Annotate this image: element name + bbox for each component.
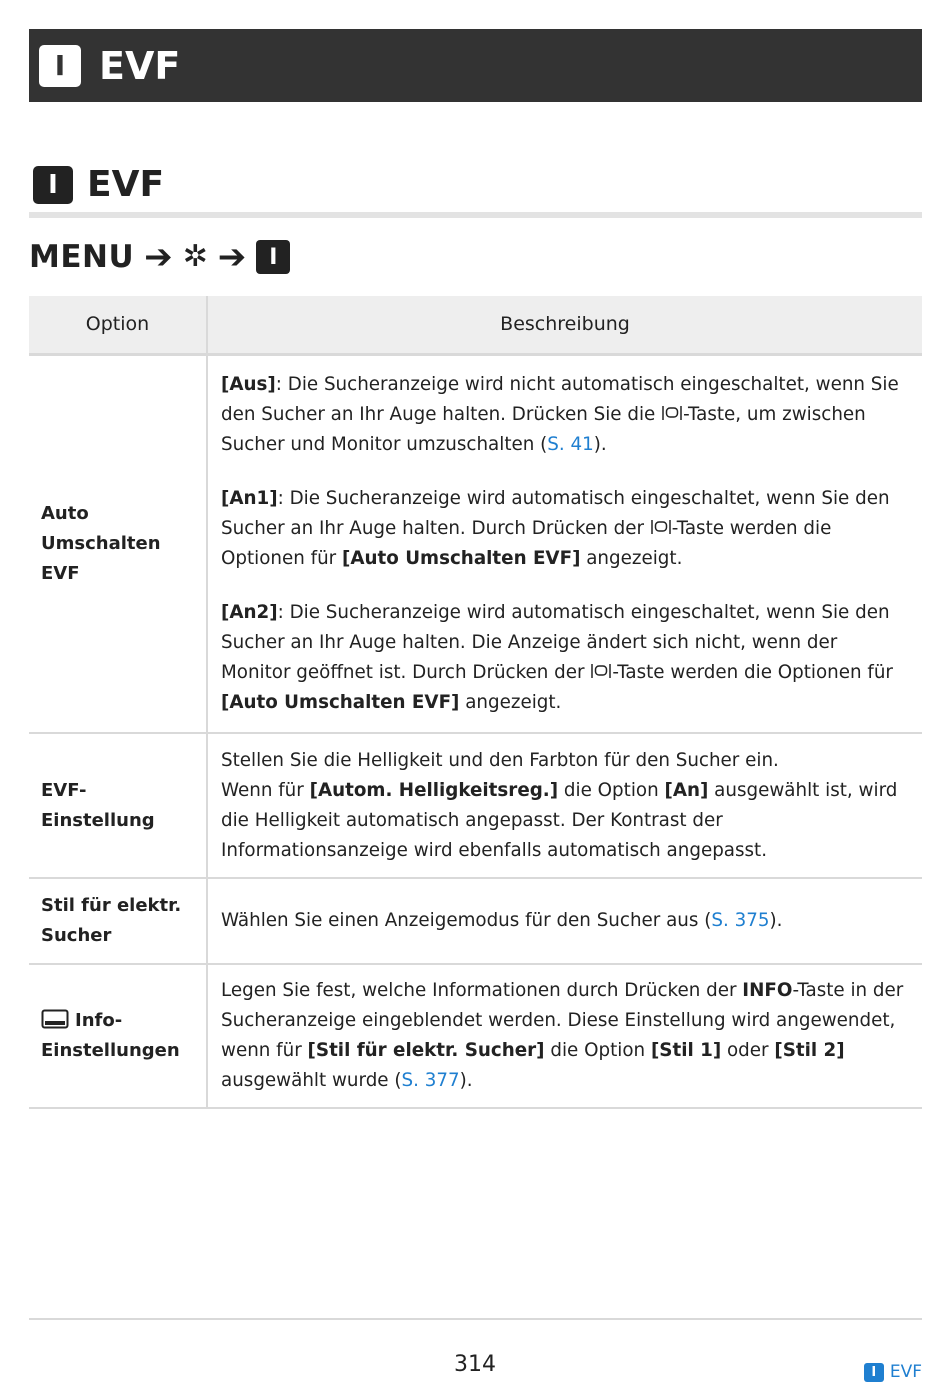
description-paragraph — [221, 484, 912, 574]
option-description — [207, 964, 922, 1108]
section-heading — [33, 164, 164, 205]
description-text: die Option — [558, 779, 665, 801]
description-text: ). — [459, 1070, 473, 1091]
description-paragraph — [221, 746, 912, 866]
viewfinder-monitor-button-icon — [650, 518, 672, 536]
value-label: [An2] — [221, 601, 278, 623]
column-header-description: Beschreibung — [207, 296, 922, 354]
column-header-option: Option — [29, 296, 207, 354]
table-row — [29, 878, 922, 964]
menu-path — [29, 236, 290, 278]
value-label: [Aus] — [221, 373, 276, 395]
gear-icon: ✲ — [182, 239, 208, 274]
description-text: -Taste werden die Optionen für — [221, 517, 832, 569]
setting-name: [Autom. Helligkeitsreg.] — [309, 779, 559, 801]
description-text: Stellen Sie die Helligkeit und den Farbton für den Sucher ein. — [221, 749, 779, 771]
description-paragraph — [221, 906, 912, 936]
page-link[interactable]: S. 41 — [547, 433, 594, 455]
chapter-badge-icon: I — [39, 45, 81, 87]
setting-name: [Auto Umschalten EVF] — [342, 547, 581, 569]
page-link[interactable]: S. 377 — [401, 1070, 460, 1091]
section-title: EVF — [87, 164, 165, 205]
section-divider — [29, 212, 922, 218]
description-paragraph — [221, 976, 912, 1096]
description-text: : Die Sucheranzeige wird nicht automatisch eingeschaltet, wenn Sie den Sucher an Ihr Auge halten. Drücken Sie die — [221, 373, 899, 425]
monitor-icon — [41, 1009, 69, 1029]
option-description — [207, 733, 922, 878]
description-text: angezeigt. — [459, 691, 562, 713]
option-name: EVF-Einstellung — [29, 733, 207, 878]
table-row — [29, 354, 922, 733]
description-text: ausgewählt wurde ( — [221, 1070, 402, 1091]
table-row — [29, 733, 922, 878]
description-text: : Die Sucheranzeige wird automatisch eingeschaltet, wenn Sie den Sucher an Ihr Auge halten. Die Anzeige ändert sich nicht, wenn der Monitor geöffnet ist. Durch Drücken der — [221, 601, 890, 683]
description-text: ausgewählt ist, wird die Helligkeit automatisch angepasst. Der Kontrast der Informationsanzeige wird ebenfalls automatisch angepasst. — [221, 779, 898, 861]
description-text: Wenn für — [221, 779, 310, 801]
description-text: ). — [769, 910, 783, 931]
option-name: Stil für elektr. Sucher — [29, 878, 207, 964]
section-badge-icon: I — [864, 1363, 884, 1382]
page-number: 314 — [454, 1352, 496, 1377]
chapter-title: EVF — [99, 43, 181, 88]
arrow-right-icon: ➔ — [217, 237, 247, 277]
description-text: die Option — [544, 1040, 651, 1061]
section-badge-icon: I — [33, 166, 73, 204]
description-text: -Taste werden die Optionen für — [612, 661, 893, 683]
footer-section-label: EVF — [889, 1362, 922, 1382]
option-label: Info-Einstellungen — [41, 1010, 180, 1061]
description-paragraph — [221, 598, 912, 718]
setting-name: [Stil für elektr. Sucher] — [307, 1040, 545, 1061]
option-description — [207, 354, 922, 733]
description-text: -Taste in der Sucheranzeige eingeblendet werden. Diese Einstellung wird angewendet, wenn für — [221, 980, 904, 1061]
viewfinder-monitor-button-icon — [661, 404, 683, 422]
table-row — [29, 964, 922, 1108]
button-name: INFO — [742, 980, 793, 1001]
option-name: Auto Umschalten EVF — [29, 354, 207, 733]
table-header-row — [29, 296, 922, 354]
option-description — [207, 878, 922, 964]
menu-label: MENU — [29, 239, 135, 275]
options-table — [29, 296, 922, 1109]
footer-divider — [29, 1318, 922, 1320]
description-text: Legen Sie fest, welche Informationen durch Drücken der — [221, 980, 743, 1001]
arrow-right-icon: ➔ — [144, 237, 173, 277]
setting-name: [Auto Umschalten EVF] — [221, 691, 460, 713]
value-label: [Stil 1] — [650, 1040, 722, 1061]
description-text: Wählen Sie einen Anzeigemodus für den Sucher aus ( — [221, 910, 712, 931]
description-text: : Die Sucheranzeige wird automatisch eingeschaltet, wenn Sie den Sucher an Ihr Auge halten. Durch Drücken der — [221, 487, 890, 539]
chapter-banner — [29, 29, 922, 102]
description-text: oder — [721, 1040, 775, 1061]
footer-section-link[interactable] — [864, 1362, 922, 1382]
page-link[interactable]: S. 375 — [711, 910, 770, 931]
viewfinder-monitor-button-icon — [590, 662, 612, 680]
option-name — [29, 964, 207, 1108]
description-paragraph — [221, 370, 912, 460]
description-text: -Taste, um zwischen Sucher und Monitor umzuschalten ( — [221, 403, 866, 455]
tab-badge-icon: I — [256, 240, 290, 274]
value-label: [An1] — [221, 487, 278, 509]
description-text: angezeigt. — [580, 547, 683, 569]
value-label: [An] — [664, 779, 709, 801]
value-label: [Stil 2] — [774, 1040, 845, 1061]
description-text: ). — [593, 433, 607, 455]
